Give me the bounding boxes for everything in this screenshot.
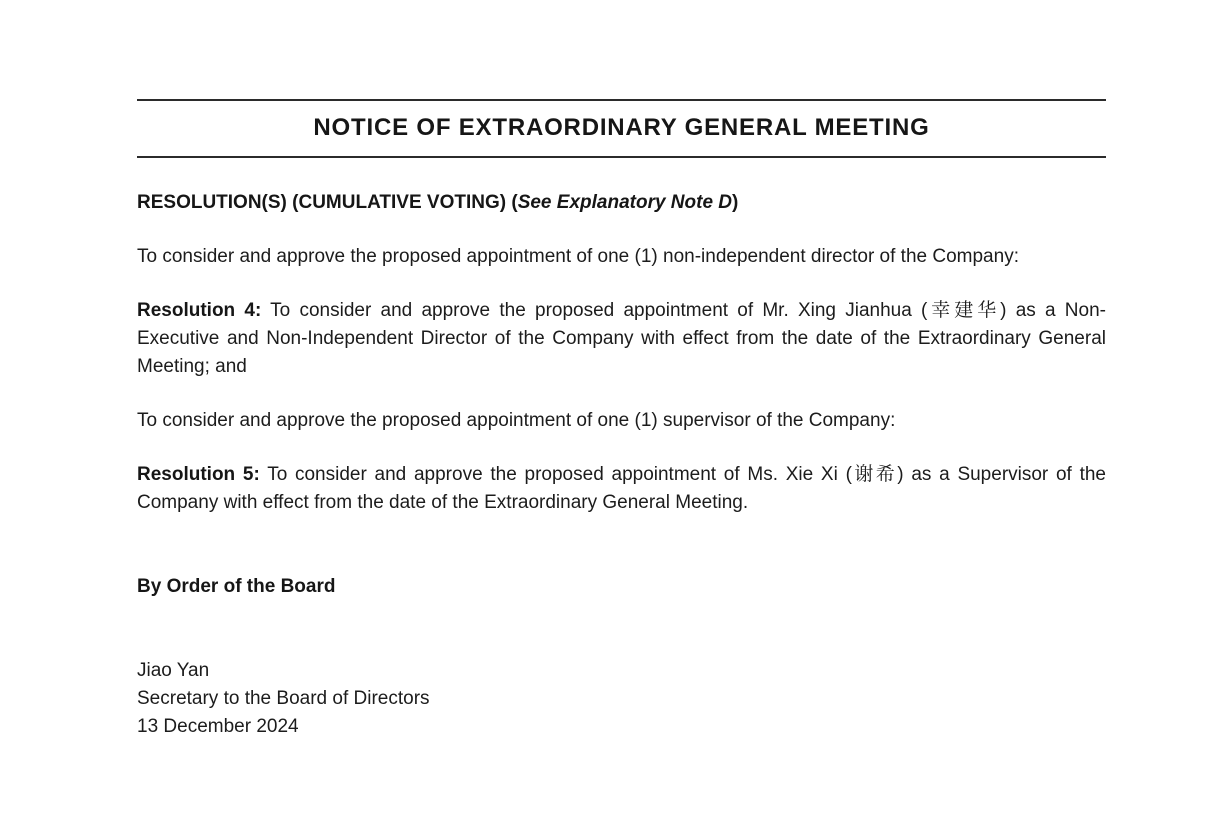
page-title: NOTICE OF EXTRAORDINARY GENERAL MEETING	[313, 114, 930, 141]
resolution-4-text: To consider and approve the proposed appointment of Mr. Xing Jianhua (幸建华) as a Non-Executive and Non-Independent Director of the Company with effect from the date of the Extraordinary General Meeting; and	[137, 300, 1106, 377]
intro-supervisor-paragraph: To consider and approve the proposed appointment of one (1) supervisor of the Company:	[137, 410, 896, 431]
document-date: 13 December 2024	[137, 716, 299, 737]
signatory-title: Secretary to the Board of Directors	[137, 688, 430, 709]
resolution-4-paragraph	[137, 297, 1106, 381]
signatory-name: Jiao Yan	[137, 660, 210, 681]
document-page	[0, 99, 1230, 832]
resolution-5-label: Resolution 5:	[137, 464, 260, 485]
signature-block	[137, 657, 1106, 741]
section-heading	[137, 189, 1106, 217]
intro-director-paragraph: To consider and approve the proposed appointment of one (1) non-independent director of the Company:	[137, 246, 1019, 267]
section-heading-lead: RESOLUTION(S) (CUMULATIVE VOTING) (	[137, 192, 518, 213]
section-heading-close: )	[732, 192, 739, 213]
by-order-of-the-board: By Order of the Board	[137, 576, 336, 597]
resolution-5-text: To consider and approve the proposed appointment of Ms. Xie Xi (谢希) as a Supervisor of the Company with effect from the date of the Extraordinary General Meeting.	[137, 464, 1106, 513]
notice-header	[137, 99, 1106, 158]
resolution-4-label: Resolution 4:	[137, 300, 262, 321]
resolution-5-paragraph	[137, 461, 1106, 517]
section-heading-italic: See Explanatory Note D	[517, 192, 733, 213]
